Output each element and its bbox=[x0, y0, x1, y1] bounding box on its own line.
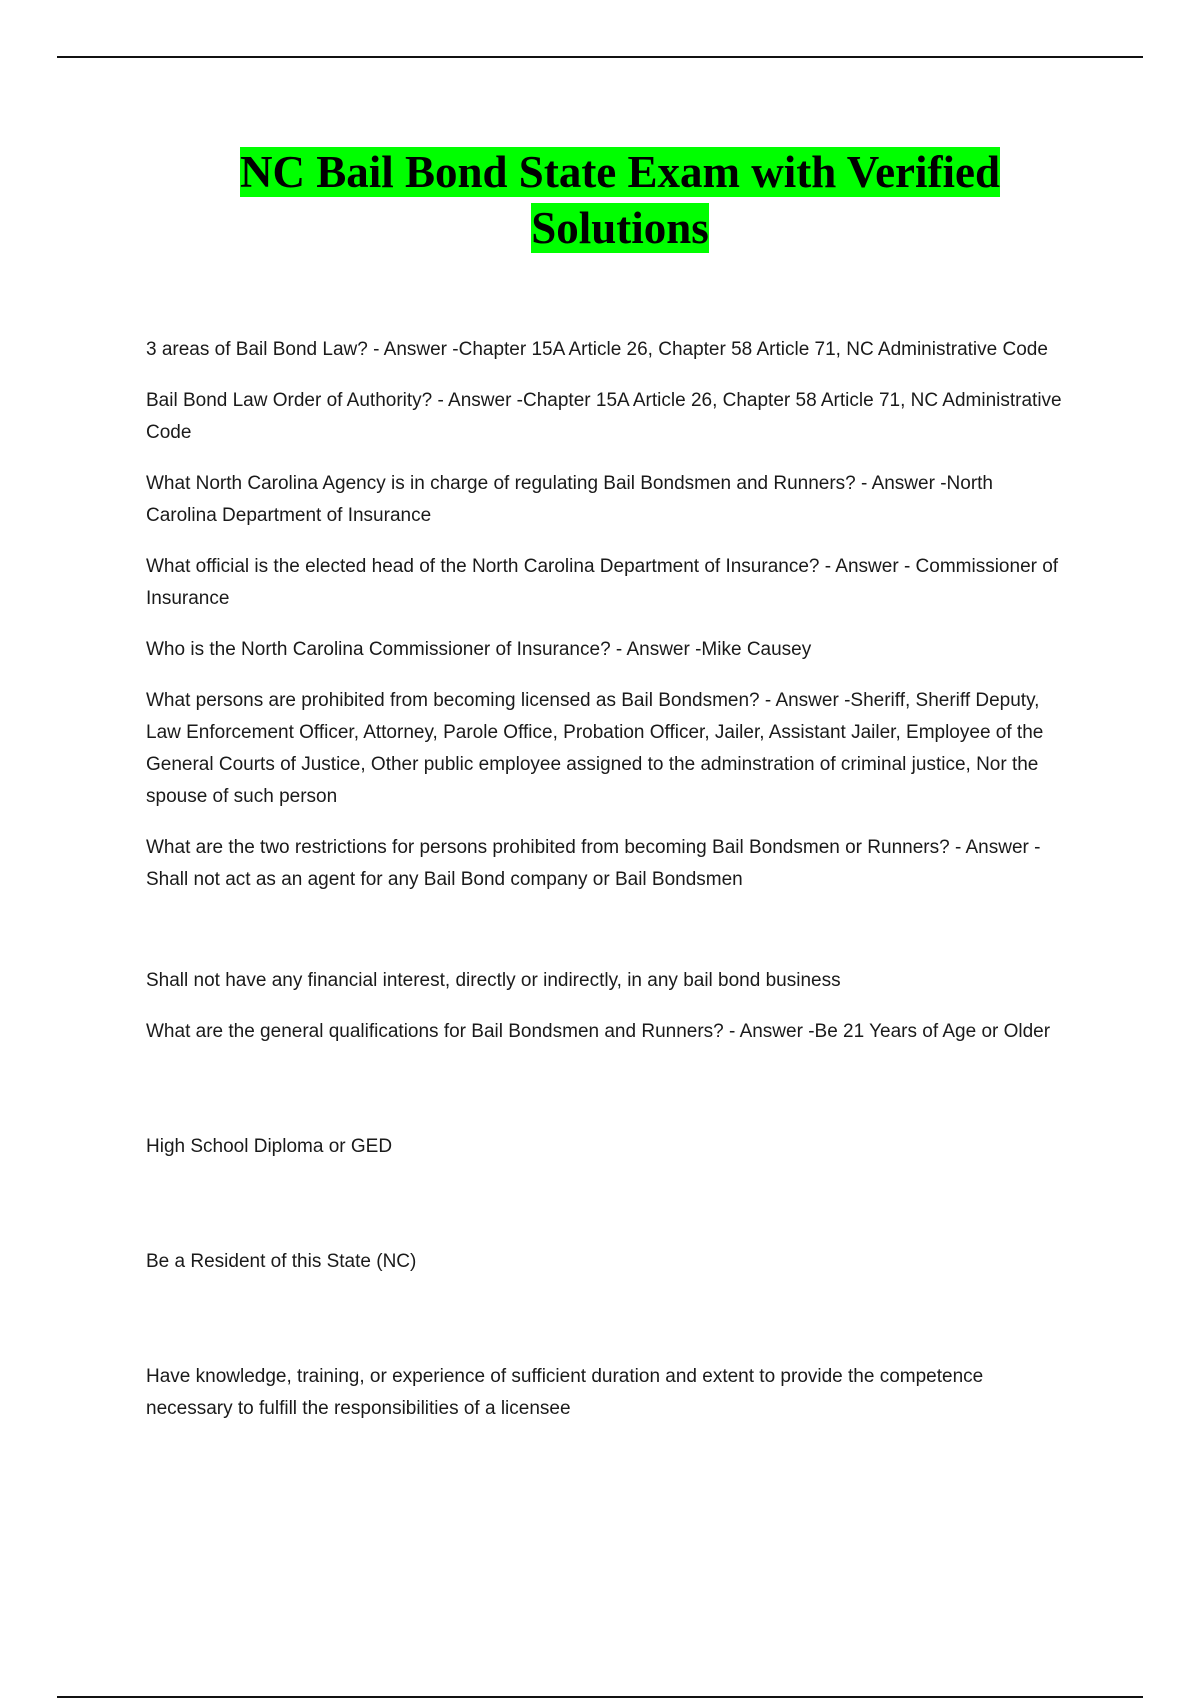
qa-continuation: Shall not have any financial interest, directly or indirectly, in any bail bond business bbox=[146, 970, 841, 991]
qa-entry: What North Carolina Agency is in charge of regulating Bail Bondsmen and Runners? - Answer -North Carolina Department of Insurance bbox=[146, 473, 993, 526]
top-rule bbox=[57, 56, 1143, 58]
qa-entry: What persons are prohibited from becoming licensed as Bail Bondsmen? - Answer -Sheriff, Sheriff Deputy, Law Enforcement Officer, Attorney, Parole Office, Probation Officer, Jailer, Assistant Jailer, Employee of the General Courts of Justice, Other public employee assigned to the adminstration of criminal justice, Nor the spouse of such person bbox=[146, 690, 1044, 807]
qa-list bbox=[146, 334, 1066, 1444]
qa-entry: What are the general qualifications for Bail Bondsmen and Runners? - Answer -Be 21 Years of Age or Older bbox=[146, 1021, 1051, 1042]
qa-entry: What are the two restrictions for persons prohibited from becoming Bail Bondsmen or Runners? - Answer -Shall not act as an agent for any Bail Bond company or Bail Bondsmen bbox=[146, 837, 1041, 890]
qa-entry: 3 areas of Bail Bond Law? - Answer -Chapter 15A Article 26, Chapter 58 Article 71, NC Administrative Code bbox=[146, 339, 1048, 360]
qa-entry: What official is the elected head of the North Carolina Department of Insurance? - Answer - Commissioner of Insurance bbox=[146, 556, 1059, 609]
qa-continuation: Have knowledge, training, or experience of sufficient duration and extent to provide the competence necessary to fulfill the responsibilities of a licensee bbox=[146, 1366, 984, 1419]
qa-continuation: Be a Resident of this State (NC) bbox=[146, 1251, 417, 1272]
bottom-rule bbox=[57, 1696, 1143, 1698]
page-title bbox=[140, 144, 1100, 256]
title-line-1: NC Bail Bond State Exam with Verified bbox=[239, 147, 1001, 197]
qa-continuation: High School Diploma or GED bbox=[146, 1136, 393, 1157]
qa-entry: Bail Bond Law Order of Authority? - Answer -Chapter 15A Article 26, Chapter 58 Article 71, NC Administrative Code bbox=[146, 390, 1062, 443]
title-line-2: Solutions bbox=[531, 203, 709, 253]
qa-entry: Who is the North Carolina Commissioner of Insurance? - Answer -Mike Causey bbox=[146, 639, 812, 660]
